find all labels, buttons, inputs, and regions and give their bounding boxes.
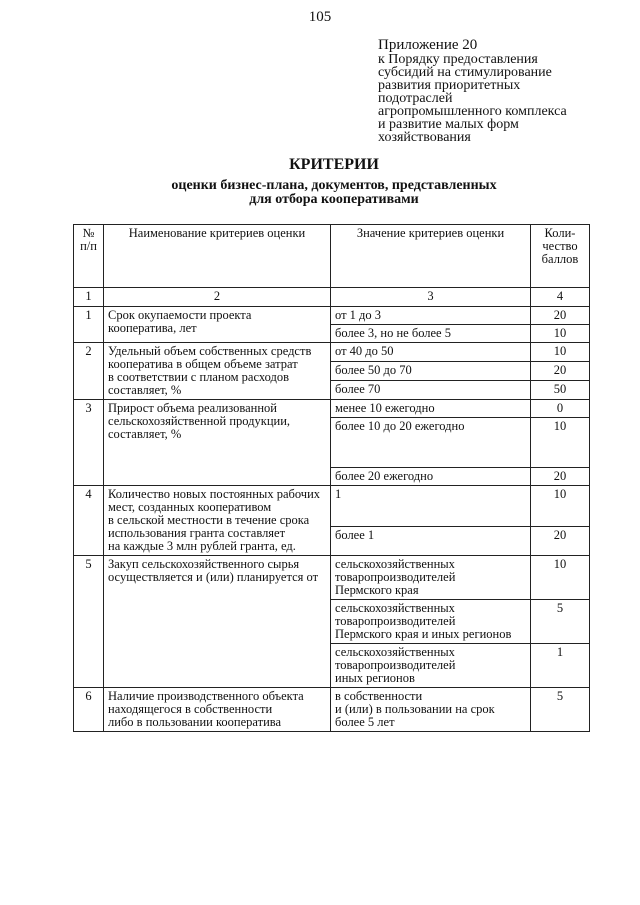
criterion-points: 20 xyxy=(531,468,590,486)
criteria-table xyxy=(73,224,590,732)
criterion-number: 4 xyxy=(74,486,104,556)
appendix-line: субсидий на стимулирование xyxy=(378,65,552,80)
criterion-points: 5 xyxy=(531,600,590,644)
appendix-line: агропромышленного комплекса xyxy=(378,104,567,119)
index-cell: 1 xyxy=(74,288,104,307)
index-row xyxy=(74,288,590,307)
criterion-name: Прирост объема реализованной сельскохозяйственной продукции, составляет, % xyxy=(104,400,331,486)
criterion-value: более 3, но не более 5 xyxy=(331,325,531,343)
criterion-value: сельскохозяйственных товаропроизводителей Пермского края xyxy=(331,556,531,600)
criterion-points: 20 xyxy=(531,307,590,325)
header-value: Значение критериев оценки xyxy=(331,225,531,288)
criterion-points: 10 xyxy=(531,343,590,362)
criterion-name: Закуп сельскохозяйственного сырья осуществляется и (или) планируется от xyxy=(104,556,331,688)
criterion-number: 1 xyxy=(74,307,104,343)
header-points: Коли- чество баллов xyxy=(531,225,590,288)
document-subtitle: оценки бизнес-плана, документов, представленных для отбора кооперативами xyxy=(171,178,497,207)
criterion-name: Срок окупаемости проекта кооператива, лет xyxy=(104,307,331,343)
criterion-value: более 10 до 20 ежегодно xyxy=(331,418,531,468)
index-cell: 3 xyxy=(331,288,531,307)
criterion-points: 50 xyxy=(531,381,590,400)
criterion-number: 5 xyxy=(74,556,104,688)
header-row xyxy=(74,225,590,288)
criterion-number: 2 xyxy=(74,343,104,400)
criterion-value: более 70 xyxy=(331,381,531,400)
criterion-value: от 40 до 50 xyxy=(331,343,531,362)
criterion-value: менее 10 ежегодно xyxy=(331,400,531,418)
criterion-number: 6 xyxy=(74,688,104,732)
table-row xyxy=(74,688,590,732)
header-num: № п/п xyxy=(74,225,104,288)
criterion-value: 1 xyxy=(331,486,531,527)
criterion-points: 10 xyxy=(531,418,590,468)
criterion-name: Удельный объем собственных средств кооператива в общем объеме затрат в соответствии с планом расходов составляет, % xyxy=(104,343,331,400)
header-name: Наименование критериев оценки xyxy=(104,225,331,288)
table-row xyxy=(74,307,590,325)
index-cell: 4 xyxy=(531,288,590,307)
criterion-value: в собственности и (или) в пользовании на срок более 5 лет xyxy=(331,688,531,732)
criterion-points: 10 xyxy=(531,325,590,343)
criterion-points: 10 xyxy=(531,486,590,527)
criterion-number: 3 xyxy=(74,400,104,486)
criterion-value: более 50 до 70 xyxy=(331,362,531,381)
criterion-value: более 1 xyxy=(331,527,531,556)
criterion-points: 1 xyxy=(531,644,590,688)
document-title: КРИТЕРИИ xyxy=(289,156,379,173)
criterion-points: 5 xyxy=(531,688,590,732)
page-number: 105 xyxy=(308,9,332,25)
appendix-line: хозяйствования xyxy=(378,130,471,145)
appendix-line: подотраслей xyxy=(378,91,453,106)
table-row xyxy=(74,343,590,362)
appendix-line: развития приоритетных xyxy=(378,78,521,93)
appendix-note xyxy=(378,38,618,144)
criterion-value: сельскохозяйственных товаропроизводителей иных регионов xyxy=(331,644,531,688)
criterion-value: более 20 ежегодно xyxy=(331,468,531,486)
table-row xyxy=(74,486,590,527)
appendix-line: Приложение 20 xyxy=(378,37,478,53)
criterion-points: 20 xyxy=(531,527,590,556)
table-row xyxy=(74,400,590,418)
criterion-name: Наличие производственного объекта находящегося в собственности либо в пользовании кооператива xyxy=(104,688,331,732)
table-row xyxy=(74,556,590,600)
criterion-points: 20 xyxy=(531,362,590,381)
index-cell: 2 xyxy=(104,288,331,307)
appendix-line: и развитие малых форм xyxy=(378,117,519,132)
criterion-name: Количество новых постоянных рабочих мест, созданных кооперативом в сельской местности в течение срока использования гранта составляет на каждые 3 млн рублей гранта, ед. xyxy=(104,486,331,556)
appendix-line: к Порядку предоставления xyxy=(378,52,538,67)
criterion-points: 10 xyxy=(531,556,590,600)
criterion-points: 0 xyxy=(531,400,590,418)
criterion-value: сельскохозяйственных товаропроизводителей Пермского края и иных регионов xyxy=(331,600,531,644)
criterion-value: от 1 до 3 xyxy=(331,307,531,325)
